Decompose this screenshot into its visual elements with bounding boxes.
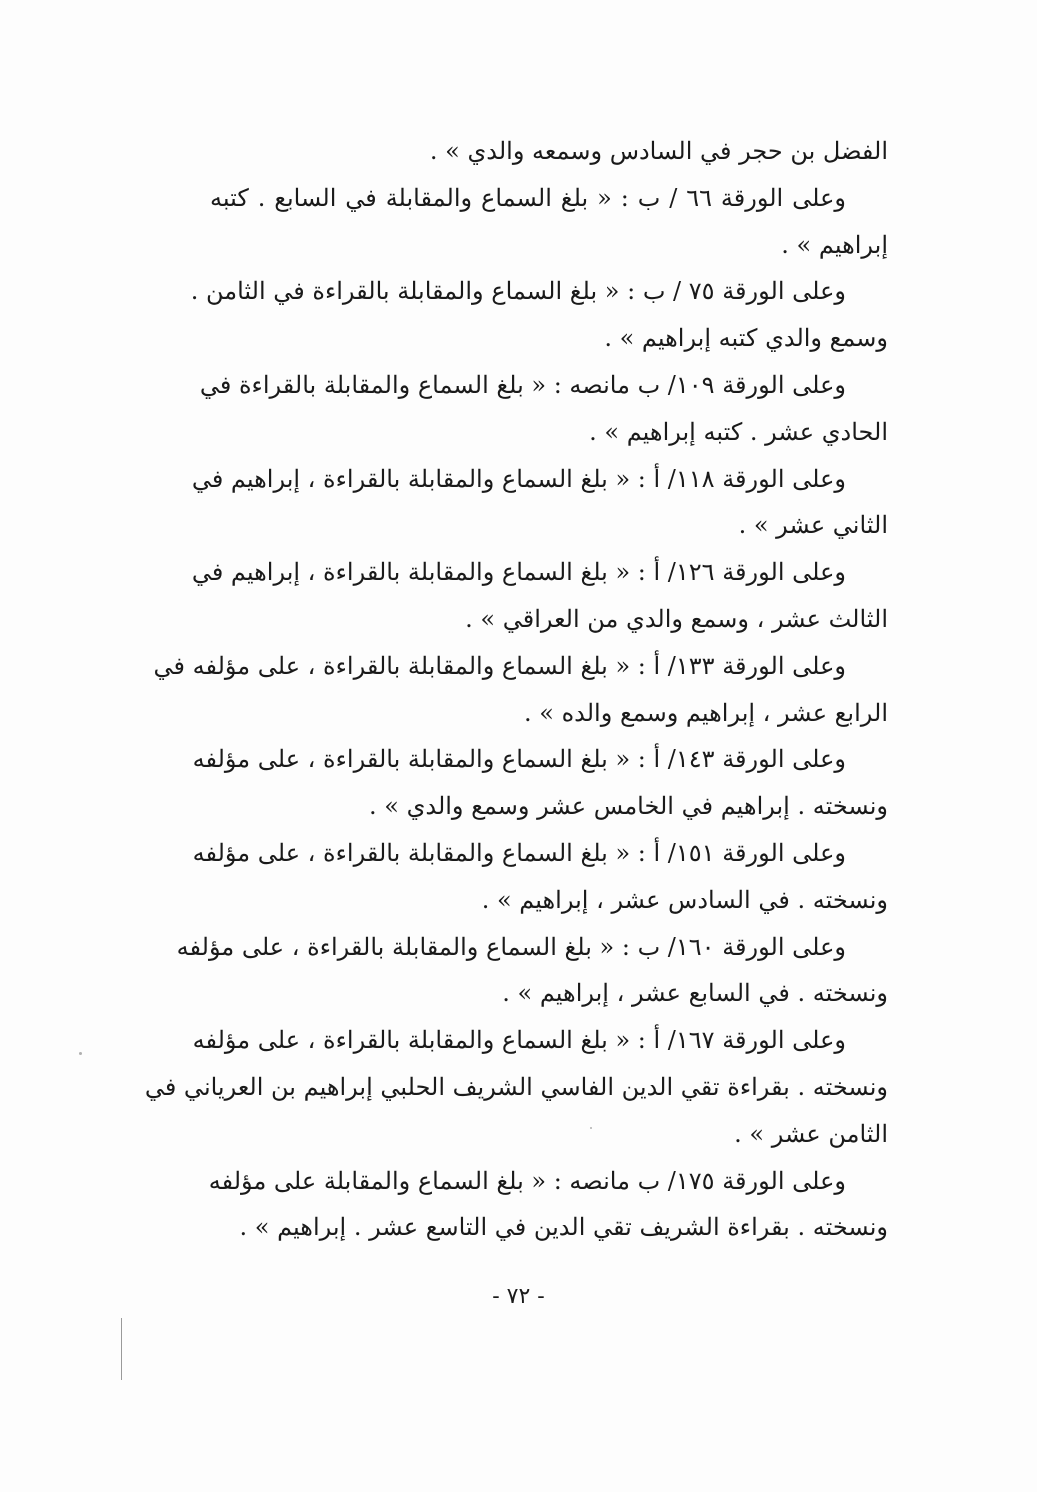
text-line: الفضل بن حجر في السادس وسمعه والدي » . <box>429 137 888 165</box>
scan-speck <box>590 1127 592 1129</box>
text-line: الرابع عشر ، إبراهيم وسمع والده » . <box>524 698 888 727</box>
text-line: ونسخته . بقراءة الشريف تقي الدين في التاسع عشر . إبراهيم » . <box>239 1213 888 1242</box>
text-line: وعلى الورقة ١٦٠/ ب : « بلغ السماع والمقابلة بالقراءة ، على مؤلفه <box>176 932 846 961</box>
text-line: وعلى الورقة ٧٥ / ب : « بلغ السماع والمقابلة بالقراءة في الثامن . <box>190 277 846 306</box>
text-line: ونسخته . في السابع عشر ، إبراهيم » . <box>502 979 888 1008</box>
text-line: الثامن عشر » . <box>734 1119 888 1148</box>
text-line: الحادي عشر . كتبه إبراهيم » . <box>589 417 888 446</box>
text-line: وعلى الورقة ٦٦ / ب : « بلغ السماع والمقابلة في السابع . كتبه <box>210 183 846 212</box>
text-line: وعلى الورقة ١١٨/ أ : « بلغ السماع والمقابلة بالقراءة ، إبراهيم في <box>191 464 846 493</box>
text-line: ونسخته . بقراءة تقي الدين الفاسي الشريف الحلبي إبراهيم بن العرياني في <box>144 1072 888 1101</box>
text-line: الثالث عشر ، وسمع والدي من العراقي » . <box>465 604 888 633</box>
text-line: إبراهيم » . <box>781 230 888 259</box>
text-line: الثاني عشر » . <box>738 511 888 540</box>
text-line: وسمع والدي كتبه إبراهيم » . <box>604 324 888 353</box>
body-text <box>144 128 888 1251</box>
text-line: وعلى الورقة ١٠٩/ ب مانصه : « بلغ السماع والمقابلة بالقراءة في <box>199 370 846 399</box>
text-line: ونسخته . إبراهيم في الخامس عشر وسمع والدي » . <box>369 792 888 821</box>
text-line: ونسخته . في السادس عشر ، إبراهيم » . <box>481 885 888 914</box>
text-line: وعلى الورقة ١٢٦/ أ : « بلغ السماع والمقابلة بالقراءة ، إبراهيم في <box>191 558 846 587</box>
margin-mark <box>121 1318 122 1380</box>
text-line: وعلى الورقة ١٣٣/ أ : « بلغ السماع والمقابلة بالقراءة ، على مؤلفه في <box>153 651 846 680</box>
text-line: وعلى الورقة ١٦٧/ أ : « بلغ السماع والمقابلة بالقراءة ، على مؤلفه <box>192 1026 846 1055</box>
scan-speck <box>79 1052 82 1055</box>
text-line: وعلى الورقة ١٥١/ أ : « بلغ السماع والمقابلة بالقراءة ، على مؤلفه <box>192 838 846 867</box>
text-line: وعلى الورقة ١٧٥/ ب مانصه : « بلغ السماع والمقابلة على مؤلفه <box>208 1166 846 1195</box>
text-line: وعلى الورقة ١٤٣/ أ : « بلغ السماع والمقابلة بالقراءة ، على مؤلفه <box>192 745 846 774</box>
page-number: - ٧٢ - <box>492 1284 545 1309</box>
